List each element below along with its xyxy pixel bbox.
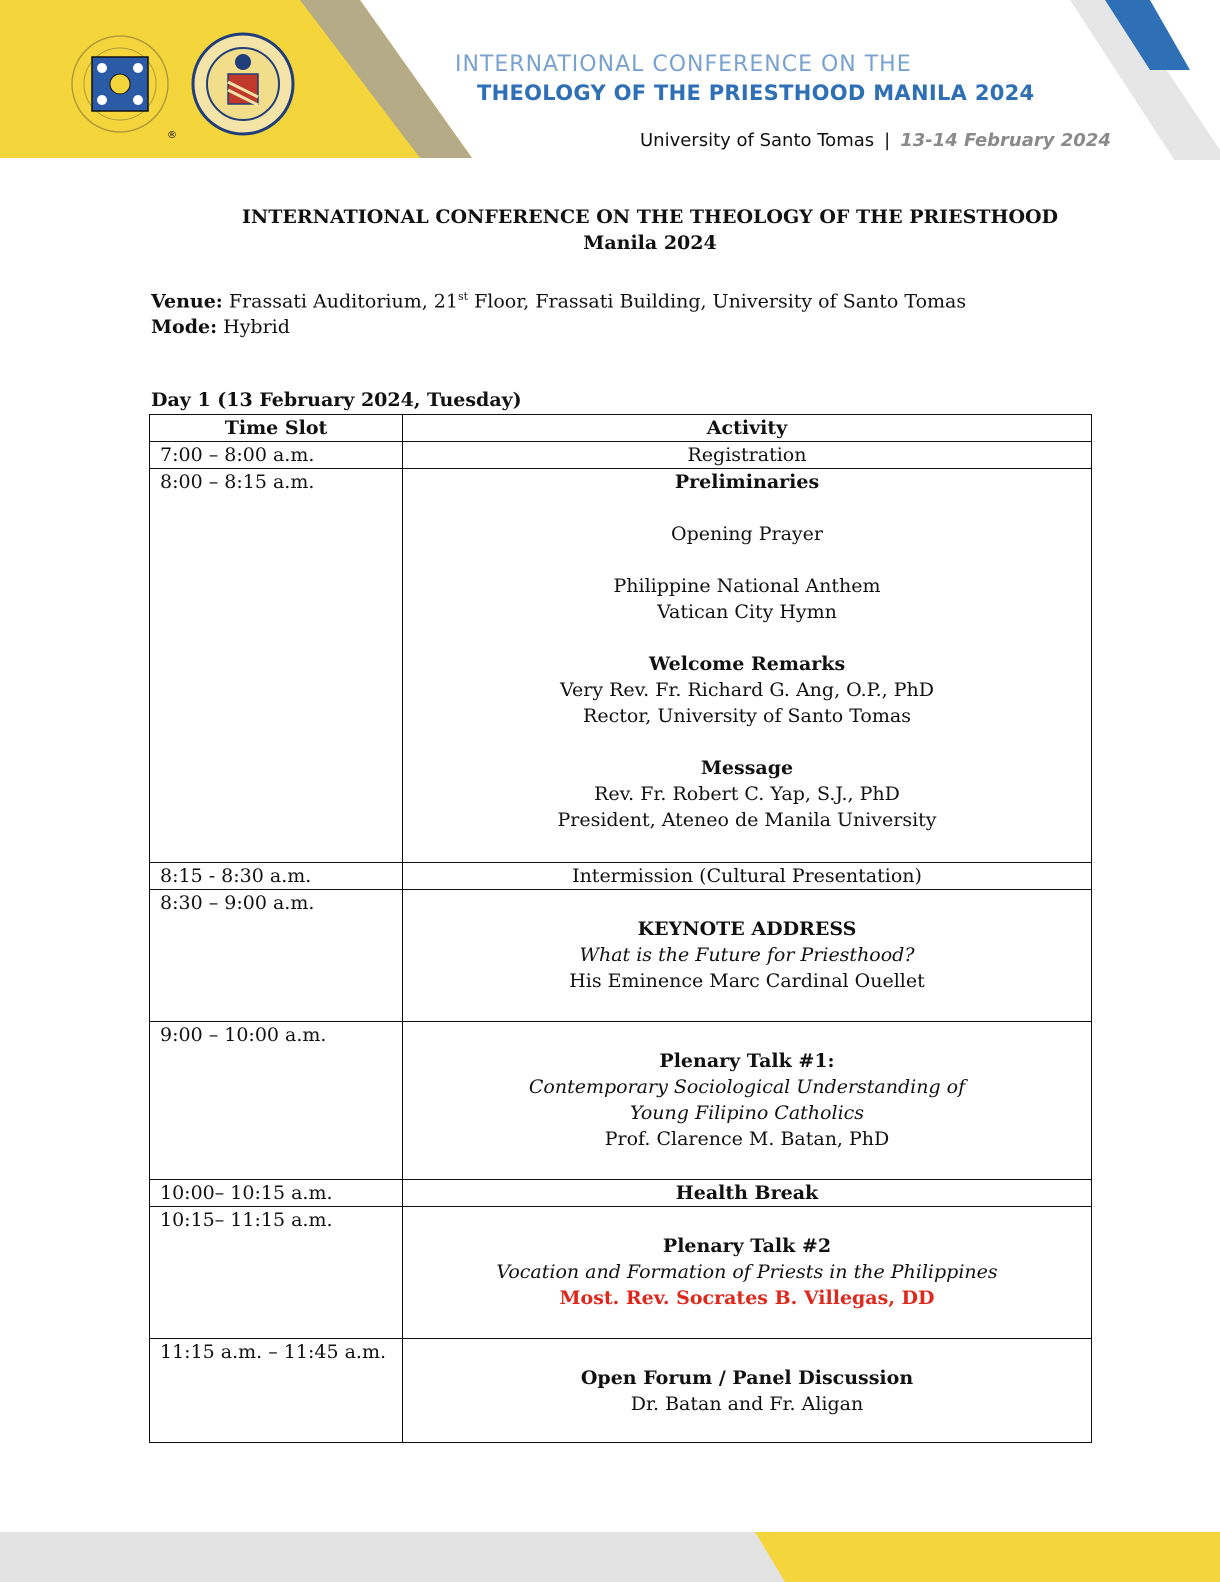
mode-line	[151, 314, 966, 340]
keynote-speaker: His Eminence Marc Cardinal Ouellet	[569, 970, 925, 992]
university-name: University of Santo Tomas	[640, 130, 875, 151]
table-row	[150, 469, 1092, 863]
activity-cell	[403, 442, 1092, 469]
national-anthem: Philippine National Anthem	[613, 575, 881, 597]
welcome-remarks-heading: Welcome Remarks	[648, 653, 846, 675]
footer-yellow-shape	[755, 1532, 1220, 1582]
time-cell: 8:30 – 9:00 a.m.	[150, 890, 403, 1022]
mode-label: Mode:	[151, 316, 218, 339]
conference-dates: 13-14 February 2024	[900, 130, 1111, 151]
document-title-line2: Manila 2024	[583, 232, 717, 254]
logos	[70, 32, 310, 142]
table-row	[150, 1207, 1092, 1339]
activity-cell	[403, 1339, 1092, 1443]
message-role: President, Ateneo de Manila University	[557, 809, 937, 831]
conference-title-line1: INTERNATIONAL CONFERENCE ON THE	[455, 52, 912, 77]
message-speaker: Rev. Fr. Robert C. Yap, S.J., PhD	[594, 783, 900, 805]
time-cell: 8:00 – 8:15 a.m.	[150, 469, 403, 863]
venue-sup: st	[457, 290, 469, 303]
time-cell: 10:00– 10:15 a.m.	[150, 1180, 403, 1207]
ateneo-seal-icon	[193, 34, 293, 134]
plenary1-title-b: Young Filipino Catholics	[629, 1102, 865, 1124]
open-forum-speakers: Dr. Batan and Fr. Aligan	[630, 1393, 864, 1415]
document-title-line1: INTERNATIONAL CONFERENCE ON THE THEOLOGY OF THE PRIESTHOOD	[241, 206, 1059, 228]
plenary1-title-a: Contemporary Sociological Understanding of	[528, 1076, 966, 1098]
activity-cell	[403, 1207, 1092, 1339]
activity-cell	[403, 1022, 1092, 1180]
vatican-hymn: Vatican City Hymn	[657, 601, 837, 623]
welcome-speaker: Very Rev. Fr. Richard G. Ang, O.P., PhD	[560, 679, 934, 701]
time-cell: 8:15 - 8:30 a.m.	[150, 863, 403, 890]
activity-cell	[403, 890, 1092, 1022]
plenary2-title: Vocation and Formation of Priests in the Philippines	[496, 1261, 998, 1283]
table-row	[150, 863, 1092, 890]
mode-value: Hybrid	[217, 316, 290, 339]
plenary1-heading: Plenary Talk #1:	[659, 1050, 835, 1072]
conference-title-line2: THEOLOGY OF THE PRIESTHOOD MANILA 2024	[477, 81, 1035, 105]
activity-cell	[403, 469, 1092, 863]
university-date-line	[640, 130, 1111, 151]
plenary2-speaker: Most. Rev. Socrates B. Villegas, DD	[559, 1287, 935, 1309]
intermission-text: Intermission (Cultural Presentation)	[572, 865, 922, 887]
time-cell: 11:15 a.m. – 11:45 a.m.	[150, 1339, 403, 1443]
open-forum-heading: Open Forum / Panel Discussion	[580, 1367, 914, 1389]
keynote-title: What is the Future for Priesthood?	[579, 944, 915, 966]
venue-label: Venue:	[151, 290, 223, 313]
keynote-heading: KEYNOTE ADDRESS	[637, 918, 857, 940]
venue-text-b: Floor, Frassati Building, University of Santo Tomas	[468, 290, 967, 313]
schedule-table	[149, 414, 1092, 1443]
svg-text:®: ®	[167, 130, 177, 141]
plenary1-speaker: Prof. Clarence M. Batan, PhD	[604, 1128, 890, 1150]
table-row	[150, 1339, 1092, 1443]
footer-grey-shape	[0, 1532, 790, 1582]
document-title	[150, 204, 1150, 256]
table-row	[150, 890, 1092, 1022]
time-cell: 7:00 – 8:00 a.m.	[150, 442, 403, 469]
opening-prayer: Opening Prayer	[671, 523, 823, 545]
table-row	[150, 442, 1092, 469]
plenary2-heading: Plenary Talk #2	[662, 1235, 832, 1257]
health-break-text: Health Break	[675, 1182, 819, 1204]
table-row	[150, 1180, 1092, 1207]
venue-block	[151, 284, 966, 340]
message-heading: Message	[700, 757, 794, 779]
activity-cell	[403, 1180, 1092, 1207]
activity-cell	[403, 863, 1092, 890]
registration-text: Registration	[687, 444, 807, 466]
venue-text-a: Frassati Auditorium, 21	[222, 290, 458, 313]
ust-seal-icon	[72, 36, 168, 132]
preliminaries-heading: Preliminaries	[674, 471, 820, 493]
welcome-role: Rector, University of Santo Tomas	[583, 705, 911, 727]
time-cell: 9:00 – 10:00 a.m.	[150, 1022, 403, 1180]
header-activity: Activity	[403, 415, 1092, 442]
table-header-row	[150, 415, 1092, 442]
day-heading: Day 1 (13 February 2024, Tuesday)	[151, 389, 522, 411]
table-row	[150, 1022, 1092, 1180]
time-cell: 10:15– 11:15 a.m.	[150, 1207, 403, 1339]
header-time-slot: Time Slot	[150, 415, 403, 442]
separator: |	[884, 130, 891, 151]
footer-band	[0, 1530, 1220, 1582]
venue-line	[151, 284, 966, 314]
